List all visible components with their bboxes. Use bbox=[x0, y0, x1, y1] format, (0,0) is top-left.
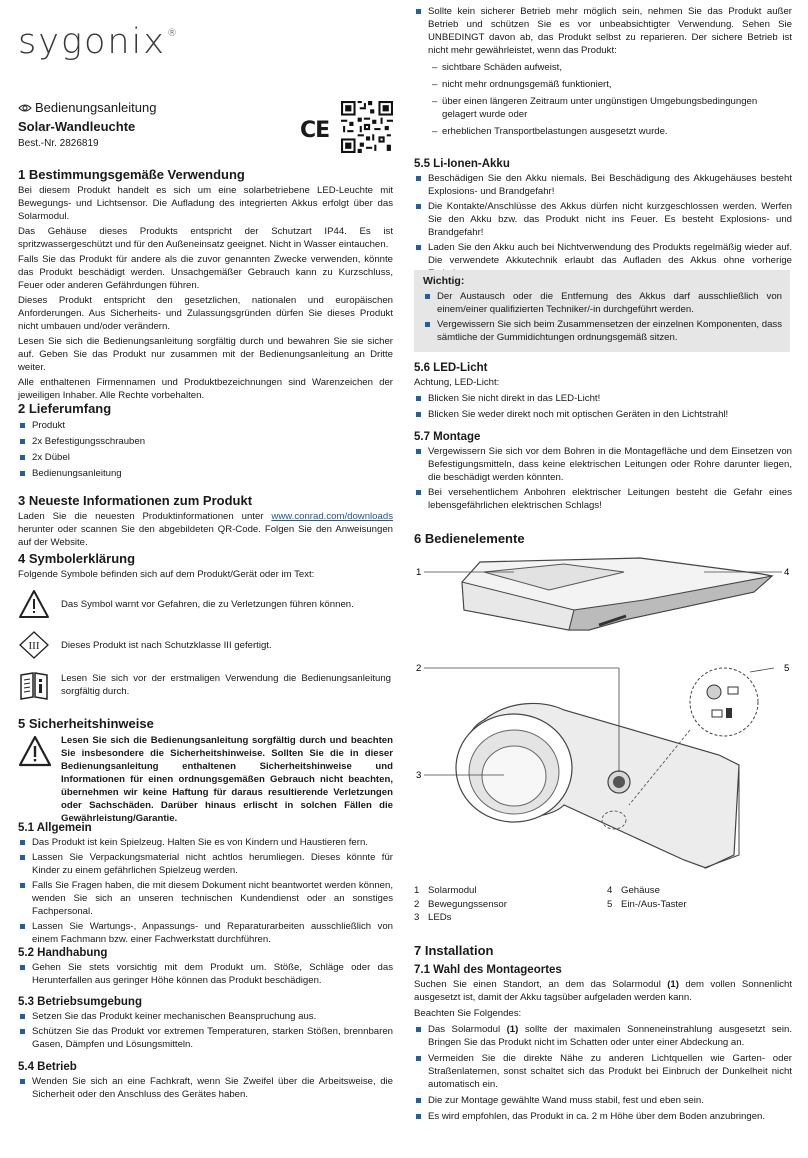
symbol-desc: Lesen Sie sich vor der erstmaligen Verwendung die Bedienungsanleitung sorgfältig durch. bbox=[61, 673, 391, 697]
section-1 bbox=[18, 167, 393, 402]
qr-code[interactable] bbox=[341, 101, 393, 153]
list-item: Produkt bbox=[18, 419, 393, 432]
dash-item: – erheblichen Transportbelastungen ausgesetzt wurde. bbox=[414, 125, 792, 138]
symbol-desc: Das Symbol warnt vor Gefahren, die zu Verletzungen führen können. bbox=[61, 598, 354, 610]
legend-item: 1 Solarmodul bbox=[414, 885, 477, 896]
list-item: Wenden Sie sich an eine Fachkraft, wenn Sie Zweifel über die Arbeitsweise, die Sicherheit oder den Anschluss des Gerätes haben. bbox=[18, 1075, 393, 1101]
list-item: Die Kontakte/Anschlüsse des Akkus dürfen nicht kurzgeschlossen werden. Werfen Sie den Akku bzw. das Produkt nicht ins Feuer. Es besteht Explosions- und Brandgefahr! bbox=[414, 200, 792, 239]
section-5-6-title: 5.6 LED-Licht bbox=[414, 362, 488, 374]
callout-5: 5 bbox=[784, 663, 790, 674]
list-item: Falls Sie Fragen haben, die mit diesem Dokument nicht beantwortet werden können, wenden Sie sich an unseren technischen Kundendienst oder an sonstiges Fachpersonal. bbox=[18, 879, 393, 918]
section-3 bbox=[18, 493, 393, 549]
legend-col-2 bbox=[607, 884, 687, 911]
document-header bbox=[18, 100, 393, 149]
section-5-7 bbox=[414, 431, 792, 512]
list-item: Bei versehentlichem Anbohren elektrischer Leitungen besteht die Gefahr eines lebensgefährlichen elektrischen Schlags! bbox=[414, 486, 792, 512]
list-item: Der Austausch oder die Entfernung des Akkus darf ausschließlich von einem/einer qualifizierten Techniker/-in durchgeführt werden. bbox=[423, 290, 782, 316]
section-4-title: 4 Symbolerklärung bbox=[18, 551, 136, 566]
callout-3: 3 bbox=[416, 770, 422, 781]
list-item: Das Solarmodul (1) sollte der maximalen Sonneneinstrahlung ausgesetzt sein. Bringen Sie das Produkt nicht im Schatten oder unter einer Abdeckung an. bbox=[414, 1023, 792, 1049]
svg-text:III: III bbox=[28, 640, 40, 652]
important-note-box bbox=[414, 270, 790, 352]
legend-item: 2 Bewegungssensor bbox=[414, 898, 507, 910]
section-5-1 bbox=[18, 822, 393, 946]
safety-warning-text: Lesen Sie sich die Bedienungsanleitung sorgfältig durch und beachten Sie insbesondere die Sicherheitshinweise. Sollten Sie die in dieser Bedienungsanleitung enthaltenen Sicherheitshinweise und Informationen für einen ordnungsgemäßen Gebrauch nicht beachten, übernehmen wir keine Haftung für daraus resultierende Verletzungen oder Sachschäden. Darüber hinaus erlischt in solchen Fällen die Gewährleistung/Garantie. bbox=[61, 735, 393, 824]
s71-intro: Suchen Sie einen Standort, an dem das Solarmodul (1) dem vollen Sonnenlicht ausgesetzt ist, damit der Akku tagsüber aufgeladen werden kann. bbox=[414, 979, 792, 1003]
order-number: Best.-Nr. 2826819 bbox=[18, 138, 99, 149]
list-item: Lassen Sie Verpackungsmaterial nicht achtlos herumliegen. Dieses könnte für Kinder zu einem gefährlichen Spielzeug werden. bbox=[18, 851, 393, 877]
read-manual-icon bbox=[18, 670, 50, 700]
list-item: Sollte kein sicherer Betrieb mehr möglich sein, nehmen Sie das Produkt außer Betrieb und schützen Sie es vor unbeabsichtigter Verwendung. Sehen Sie UNBEDINGT davon ab, das Produkt selbst zu reparieren. Der sichere Betrieb ist nicht mehr gewährleistet, wenn das Produkt: bbox=[414, 5, 792, 57]
s1-paragraph: Alle enthaltenen Firmennamen und Produktbezeichnungen sind Warenzeichen der jeweiligen Inhaber. Alle Rechte vorbehalten. bbox=[18, 377, 393, 401]
section-5-2 bbox=[18, 947, 393, 987]
section-7 bbox=[414, 943, 792, 1123]
product-diagram bbox=[414, 550, 792, 880]
list-item: Setzen Sie das Produkt keiner mechanischen Beanspruchung aus. bbox=[18, 1010, 393, 1023]
list-item: Blicken Sie nicht direkt in das LED-Licht! bbox=[414, 392, 792, 405]
section-5-3 bbox=[18, 996, 393, 1051]
legend-item: 5 Ein-/Aus-Taster bbox=[607, 898, 687, 910]
s4-intro: Folgende Symbole befinden sich auf dem Produkt/Gerät oder im Text: bbox=[18, 569, 315, 580]
section-5-4 bbox=[18, 1061, 393, 1101]
dash-item: – über einen längeren Zeitraum unter ungünstigen Umgebungsbedingungen gelagert wurde oder bbox=[414, 95, 792, 121]
list-item: Bedienungsanleitung bbox=[18, 467, 393, 480]
s1-paragraph: Lesen Sie sich die Bedienungsanleitung sorgfältig durch und bewahren Sie sie sicher auf. Geben Sie das Produkt nur zusammen mit der Bedienungsanleitung an Dritte weiter. bbox=[18, 336, 393, 373]
product-title: Solar-Wandleuchte bbox=[18, 119, 136, 134]
callout-2: 2 bbox=[416, 663, 422, 674]
legend-item: 3 LEDs bbox=[414, 912, 452, 923]
section-3-title: 3 Neueste Informationen zum Produkt bbox=[18, 493, 253, 508]
list-item: Laden Sie den Akku auch bei Nichtverwendung des Produkts regelmäßig wieder auf. Die verwendete Akkutechnik erlaubt das Aufladen des Akkus ohne vorherige bbox=[414, 241, 792, 280]
section-7-title: 7 Installation bbox=[414, 943, 494, 958]
section-5-6 bbox=[414, 362, 792, 421]
downloads-link[interactable]: www.conrad.com/downloads bbox=[271, 511, 393, 522]
section-6 bbox=[414, 531, 792, 546]
dash-item: – nicht mehr ordnungsgemäß funktioniert, bbox=[414, 78, 792, 91]
note-title: Wichtig: bbox=[423, 275, 465, 287]
list-item: Gehen Sie stets vorsichtig mit dem Produkt um. Stöße, Schläge oder das Herunterfallen aus geringer Höhe können das Produkt beschädigen. bbox=[18, 961, 393, 987]
warning-triangle-icon bbox=[18, 589, 50, 619]
symbol-row bbox=[18, 630, 393, 660]
eye-icon bbox=[18, 103, 32, 113]
legend-col-1 bbox=[414, 884, 507, 925]
list-item: Vergewissern Sie sich beim Zusammensetzen der einzelnen Komponenten, dass sämtliche der Gummidichtungen ordnungsgemäß sitzen. bbox=[423, 318, 782, 344]
section-5-title: 5 Sicherheitshinweise bbox=[18, 716, 154, 731]
legend-item: 4 Gehäuse bbox=[607, 885, 660, 896]
callout-1: 1 bbox=[416, 567, 422, 578]
protection-class-3-icon bbox=[18, 630, 50, 660]
symbol-desc: Dieses Produkt ist nach Schutzklasse III gefertigt. bbox=[61, 639, 272, 651]
section-5-4-title: 5.4 Betrieb bbox=[18, 1061, 77, 1073]
section-5-4-cont bbox=[414, 5, 792, 138]
s1-paragraph: Bei diesem Produkt handelt es sich um eine solarbetriebene LED-Leuchte mit Bewegungs- und Lichtsensor. Die Aufladung des integrierten Akkus erfolgt über das Solarmodul. bbox=[18, 185, 393, 222]
lamp-bottom-view bbox=[456, 703, 739, 868]
list-item: Schützen Sie das Produkt vor extremen Temperaturen, starken Stößen, brennbaren Gasen, Dämpfen und Lösungsmitteln. bbox=[18, 1025, 393, 1051]
lamp-top-view bbox=[462, 558, 772, 630]
warning-triangle-icon bbox=[18, 735, 52, 767]
section-2 bbox=[18, 401, 393, 480]
section-4 bbox=[18, 551, 393, 581]
section-2-title: 2 Lieferumfang bbox=[18, 401, 112, 416]
list-item: Das Produkt ist kein Spielzeug. Halten Sie es von Kindern und Haustieren fern. bbox=[18, 836, 393, 849]
symbol-row bbox=[18, 670, 393, 700]
section-5-5 bbox=[414, 158, 792, 280]
ce-mark: CE bbox=[300, 118, 330, 143]
symbol-row bbox=[18, 589, 393, 619]
list-item: Beschädigen Sie den Akku niemals. Bei Beschädigung des Akkugehäuses besteht Explosions- und Brandgefahr! bbox=[414, 172, 792, 198]
s1-paragraph: Das Gehäuse dieses Produkts entspricht der Schutzart IP44. Es ist spritzwassergeschützt und für den Außeneinsatz geeignet. Nicht in Wasser eintauchen. bbox=[18, 226, 393, 250]
s1-paragraph: Falls Sie das Produkt für andere als die zuvor genannten Zwecke verwenden, könnte das Produkt beschädigt werden. Unsachgemäßer Gebrauch kann zu Kurzschluss, Feuer oder anderen Gefährdungen führen. bbox=[18, 254, 393, 291]
section-7-1-title: 7.1 Wahl des Montageortes bbox=[414, 964, 562, 976]
section-1-title: 1 Bestimmungsgemäße Verwendung bbox=[18, 167, 245, 182]
section-5-1-title: 5.1 Allgemein bbox=[18, 822, 92, 834]
list-item: Lassen Sie Wartungs-, Anpassungs- und Reparaturarbeiten ausschließlich von einem Fachmann bzw. einer Fachwerkstatt durchführen. bbox=[18, 920, 393, 946]
section-6-title: 6 Bedienelemente bbox=[414, 531, 525, 546]
s56-intro: Achtung, LED-Licht: bbox=[414, 377, 500, 388]
list-item: 2x Dübel bbox=[18, 451, 393, 464]
section-5-2-title: 5.2 Handhabung bbox=[18, 947, 108, 959]
manual-label: Bedienungsanleitung bbox=[18, 100, 393, 115]
list-item: Vermeiden Sie die direkte Nähe zu anderen Lichtquellen wie Garten- oder Straßenlaternen, sonst schaltet sich das Produkt bei Einbruch der Dunkelheit nicht automatisch ein. bbox=[414, 1052, 792, 1091]
s1-paragraph: Dieses Produkt entspricht den gesetzlichen, nationalen und europäischen Anforderungen. Aus Sicherheits- und Zulassungsgründen dürfen Sie dieses Produkt nicht umbauen und/oder verändern. bbox=[18, 295, 393, 332]
list-item: Blicken Sie weder direkt noch mit optischen Geräten in den Lichtstrahl! bbox=[414, 408, 792, 421]
s71-note: Beachten Sie Folgendes: bbox=[414, 1008, 522, 1019]
brand-logo: sygonix® bbox=[18, 22, 179, 62]
list-item: Vergewissern Sie sich vor dem Bohren in die Montagefläche und dem Einsetzen von Befestigungsmitteln, dass keine elektrischen Leitungen oder Rohre darunter liegen, die beschädigt werden könnten. bbox=[414, 445, 792, 484]
section-5 bbox=[18, 716, 393, 731]
list-item: Die zur Montage gewählte Wand muss stabil, fest und eben sein. bbox=[414, 1094, 792, 1107]
section-5-3-title: 5.3 Betriebsumgebung bbox=[18, 996, 142, 1008]
list-item: 2x Befestigungsschrauben bbox=[18, 435, 393, 448]
s3-text: Laden Sie die neuesten Produktinformationen unter www.conrad.com/downloads herunter oder scannen Sie den abgebildeten QR-Code. Folgen Sie den Anweisungen auf der Website. bbox=[18, 511, 393, 548]
dash-item: – sichtbare Schäden aufweist, bbox=[414, 61, 792, 74]
list-item: Es wird empfohlen, das Produkt in ca. 2 m Höhe über dem Boden anzubringen. bbox=[414, 1110, 792, 1123]
callout-4: 4 bbox=[784, 567, 790, 578]
section-5-7-title: 5.7 Montage bbox=[414, 431, 481, 443]
section-5-5-title: 5.5 Li-Ionen-Akku bbox=[414, 158, 510, 170]
